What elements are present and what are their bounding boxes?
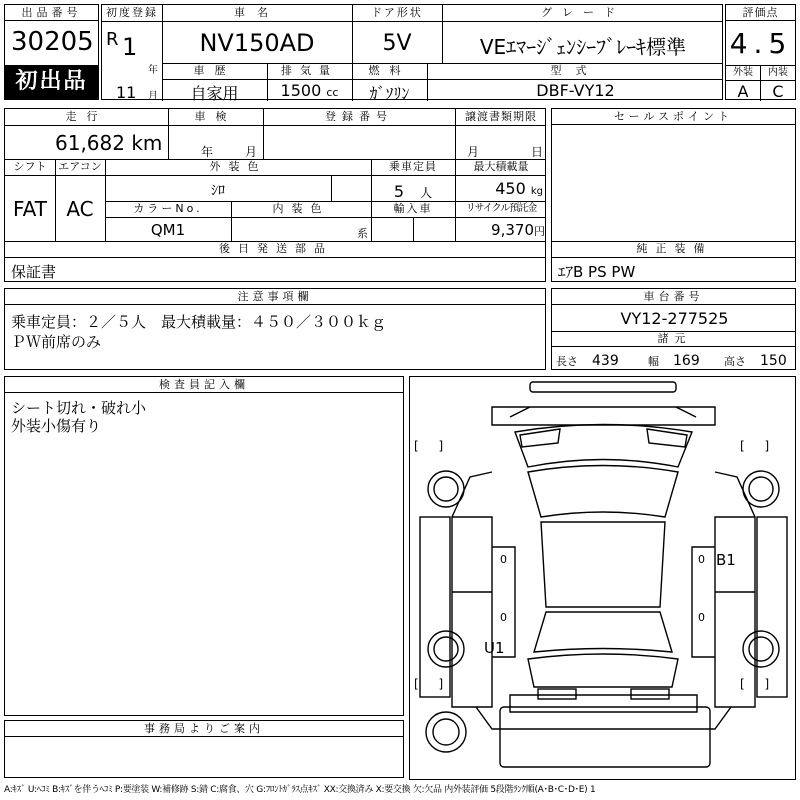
bumper-corners — [510, 407, 696, 417]
left-taillight — [538, 689, 576, 699]
zero-mark-2: 0 — [698, 553, 705, 566]
height-row — [724, 350, 787, 370]
bracket-right-top: [ ] — [740, 439, 778, 453]
right-front-fender — [715, 472, 755, 517]
shift-value: FAT — [12, 197, 47, 221]
fuel-value: ｶﾞｿﾘﾝ — [369, 84, 410, 103]
mileage-value — [55, 131, 162, 155]
color-no-value: QM1 — [150, 221, 186, 239]
recycle-unit: 円 — [534, 225, 545, 238]
right-taillight — [631, 689, 669, 699]
vehicle-header — [101, 4, 723, 103]
rear-lower-panel — [476, 707, 731, 729]
displacement-label: 排気量 — [281, 64, 338, 77]
history-label: 車歴 — [193, 64, 236, 77]
windshield — [528, 466, 678, 518]
car-name-label: 車名 — [234, 6, 280, 19]
first-listing-badge — [5, 65, 98, 99]
int-score-value: C — [772, 82, 784, 101]
inspector-line-2: 外装小傷有り — [11, 417, 102, 435]
bracket-right-bottom: [ ] — [740, 677, 778, 691]
grade-value: VEｴﾏｰｼﾞｪﾝｼｰﾌﾞﾚｰｷ標準 — [479, 35, 687, 59]
front-right-wheel — [749, 477, 773, 501]
ext-score-value: A — [737, 82, 749, 101]
model-code-label: 型式 — [550, 64, 601, 77]
recycle-number: 9,370 — [491, 221, 534, 239]
right-headlight — [647, 429, 687, 447]
first-reg-year: 1 — [122, 33, 138, 61]
notes-line-1: 乗車定員：２／５人 最大積載量：４５０／３００ｋｇ — [11, 313, 387, 331]
first-reg-month: 11 — [116, 83, 137, 102]
shift-label: シフト — [13, 160, 47, 173]
right-outer-panel — [757, 517, 787, 697]
import-label: 輸入車 — [393, 202, 433, 215]
door-label: ドア形状 — [371, 6, 423, 19]
listing-box — [4, 4, 99, 100]
model-code-value: DBF-VY12 — [536, 81, 615, 100]
inspection-year-unit: 年 — [201, 145, 214, 159]
inspection-label: 車検 — [194, 110, 237, 123]
first-reg-label: 初度登録 — [106, 6, 158, 19]
rear-right-wheel — [749, 637, 773, 661]
max-load-unit: kg — [530, 186, 543, 197]
front-left-wheel — [434, 477, 458, 501]
inspector-box — [4, 376, 404, 716]
ext-color-value: ｼﾛ — [211, 183, 225, 199]
inspector-line-1: シート切れ・破れ小 — [11, 399, 147, 417]
left-outer-panel — [420, 517, 450, 697]
month-unit: 月 — [148, 91, 158, 102]
later-parts-label: 後日発送部品 — [219, 242, 333, 255]
notes-line-2: ＰＷ前席のみ — [11, 333, 102, 351]
rear-gate — [528, 654, 678, 687]
length-row — [556, 350, 619, 370]
fuel-label: 燃料 — [368, 64, 411, 77]
bracket-left-top: [ ] — [414, 439, 452, 453]
legend-text: A:ｷｽﾞ U:ﾍｺﾐ B:ｷｽﾞを伴うﾍｺﾐ P:要塗装 W:補修跡 S:錆 C:腐食、穴 G:ﾌﾛﾝﾄｶﾞﾗｽ点ｷｽﾞ XX:交換済み X:要交換 欠:欠品 内外装評価 5段階ﾗﾝｸ順(A･B･C･D･E) 1 — [4, 785, 596, 795]
hood — [515, 425, 692, 468]
grade-label: グレード — [541, 6, 625, 19]
equipment-label: 純正装備 — [636, 242, 713, 255]
listing-number: 30205 — [11, 27, 94, 57]
zero-mark-3: 0 — [500, 611, 507, 624]
displacement-value — [267, 81, 352, 100]
zero-mark-4: 0 — [698, 611, 705, 624]
mileage-unit: km — [131, 131, 163, 155]
capacity-number: 5 — [393, 182, 405, 201]
mileage-number: 61,682 — [55, 131, 125, 155]
int-color-unit: 系 — [357, 227, 368, 240]
displacement-unit: cc — [326, 86, 339, 99]
car-outline-diagram — [410, 377, 797, 781]
inspection-month-unit: 月 — [245, 145, 258, 159]
score-label: 評価点 — [726, 5, 795, 21]
spare-tire — [426, 712, 466, 752]
score-value: 4.5 — [729, 27, 793, 60]
first-reg-era: R — [106, 29, 119, 50]
transfer-day-unit: 日 — [531, 145, 544, 159]
length-value: 439 — [592, 353, 619, 369]
car-name-value: NV150AD — [199, 29, 315, 57]
left-front-fender — [452, 472, 492, 517]
score-box — [725, 4, 796, 100]
aircon-value: AC — [66, 197, 94, 221]
later-parts-value: 保証書 — [11, 263, 57, 281]
max-load-value — [455, 179, 543, 198]
int-color-label: 内装色 — [272, 202, 330, 215]
spare-wheel — [433, 719, 459, 745]
max-load-label: 最大積載量 — [473, 160, 529, 173]
sales-points-box — [551, 108, 796, 282]
year-unit: 年 — [148, 65, 158, 76]
damage-diagram — [409, 376, 796, 780]
recycle-value — [455, 221, 545, 239]
left-side-panel — [452, 517, 492, 707]
max-load-number: 450 — [495, 179, 526, 198]
notes-box — [4, 288, 546, 370]
transfer-month-unit: 月 — [467, 145, 480, 159]
sales-points-label: セールスポイント — [552, 109, 795, 125]
mileage-label: 走行 — [65, 110, 108, 123]
chassis-value: VY12-277525 — [620, 309, 729, 328]
damage-mark-b1: B1 — [716, 551, 736, 569]
inspector-label: 検査員記入欄 — [5, 377, 403, 393]
front-bumper-strip — [530, 382, 676, 392]
width-value: 169 — [673, 353, 700, 369]
color-no-label: カラーNo. — [133, 202, 203, 215]
height-value: 150 — [760, 353, 787, 369]
zero-mark-1: 0 — [500, 553, 507, 566]
int-score-label: 内装 — [768, 67, 788, 78]
equipment-value: ｴｱB PS PW — [558, 263, 636, 281]
details-block — [4, 108, 546, 282]
displacement-number: 1500 — [280, 81, 322, 100]
door-value: 5V — [382, 31, 412, 56]
damage-mark-u1: U1 — [484, 639, 505, 657]
width-label: 幅 — [648, 355, 659, 368]
width-row — [648, 350, 700, 370]
notes-label: 注意事項欄 — [5, 289, 545, 305]
history-value: 自家用 — [190, 84, 239, 103]
office-label: 事務局よりご案内 — [5, 721, 403, 737]
transfer-label: 譲渡書類期限 — [465, 110, 537, 123]
chassis-label: 車台番号 — [552, 289, 795, 305]
dimensions-label: 諸元 — [657, 332, 692, 345]
capacity-label: 乗車定員 — [389, 160, 437, 173]
rear-left-wheel — [434, 637, 458, 661]
under-body — [500, 707, 710, 767]
capacity-value — [371, 179, 455, 202]
roof — [541, 522, 665, 607]
ext-score-label: 外装 — [733, 67, 753, 78]
bracket-left-bottom: [ ] — [414, 677, 452, 691]
aircon-label: エアコン — [58, 160, 102, 173]
plate-label: 登録番号 — [325, 110, 393, 123]
left-headlight — [520, 429, 560, 447]
capacity-unit: 人 — [420, 186, 433, 200]
office-box — [4, 720, 404, 778]
rear-glass — [534, 612, 672, 652]
chassis-box — [551, 288, 796, 370]
length-label: 長さ — [556, 355, 578, 368]
badge-text: 初出品 — [15, 69, 88, 94]
recycle-label: リサイクル預託金 — [465, 203, 537, 214]
ext-color-label: 外装色 — [209, 160, 267, 173]
listing-label: 出品番号 — [5, 5, 98, 21]
height-label: 高さ — [724, 355, 746, 368]
